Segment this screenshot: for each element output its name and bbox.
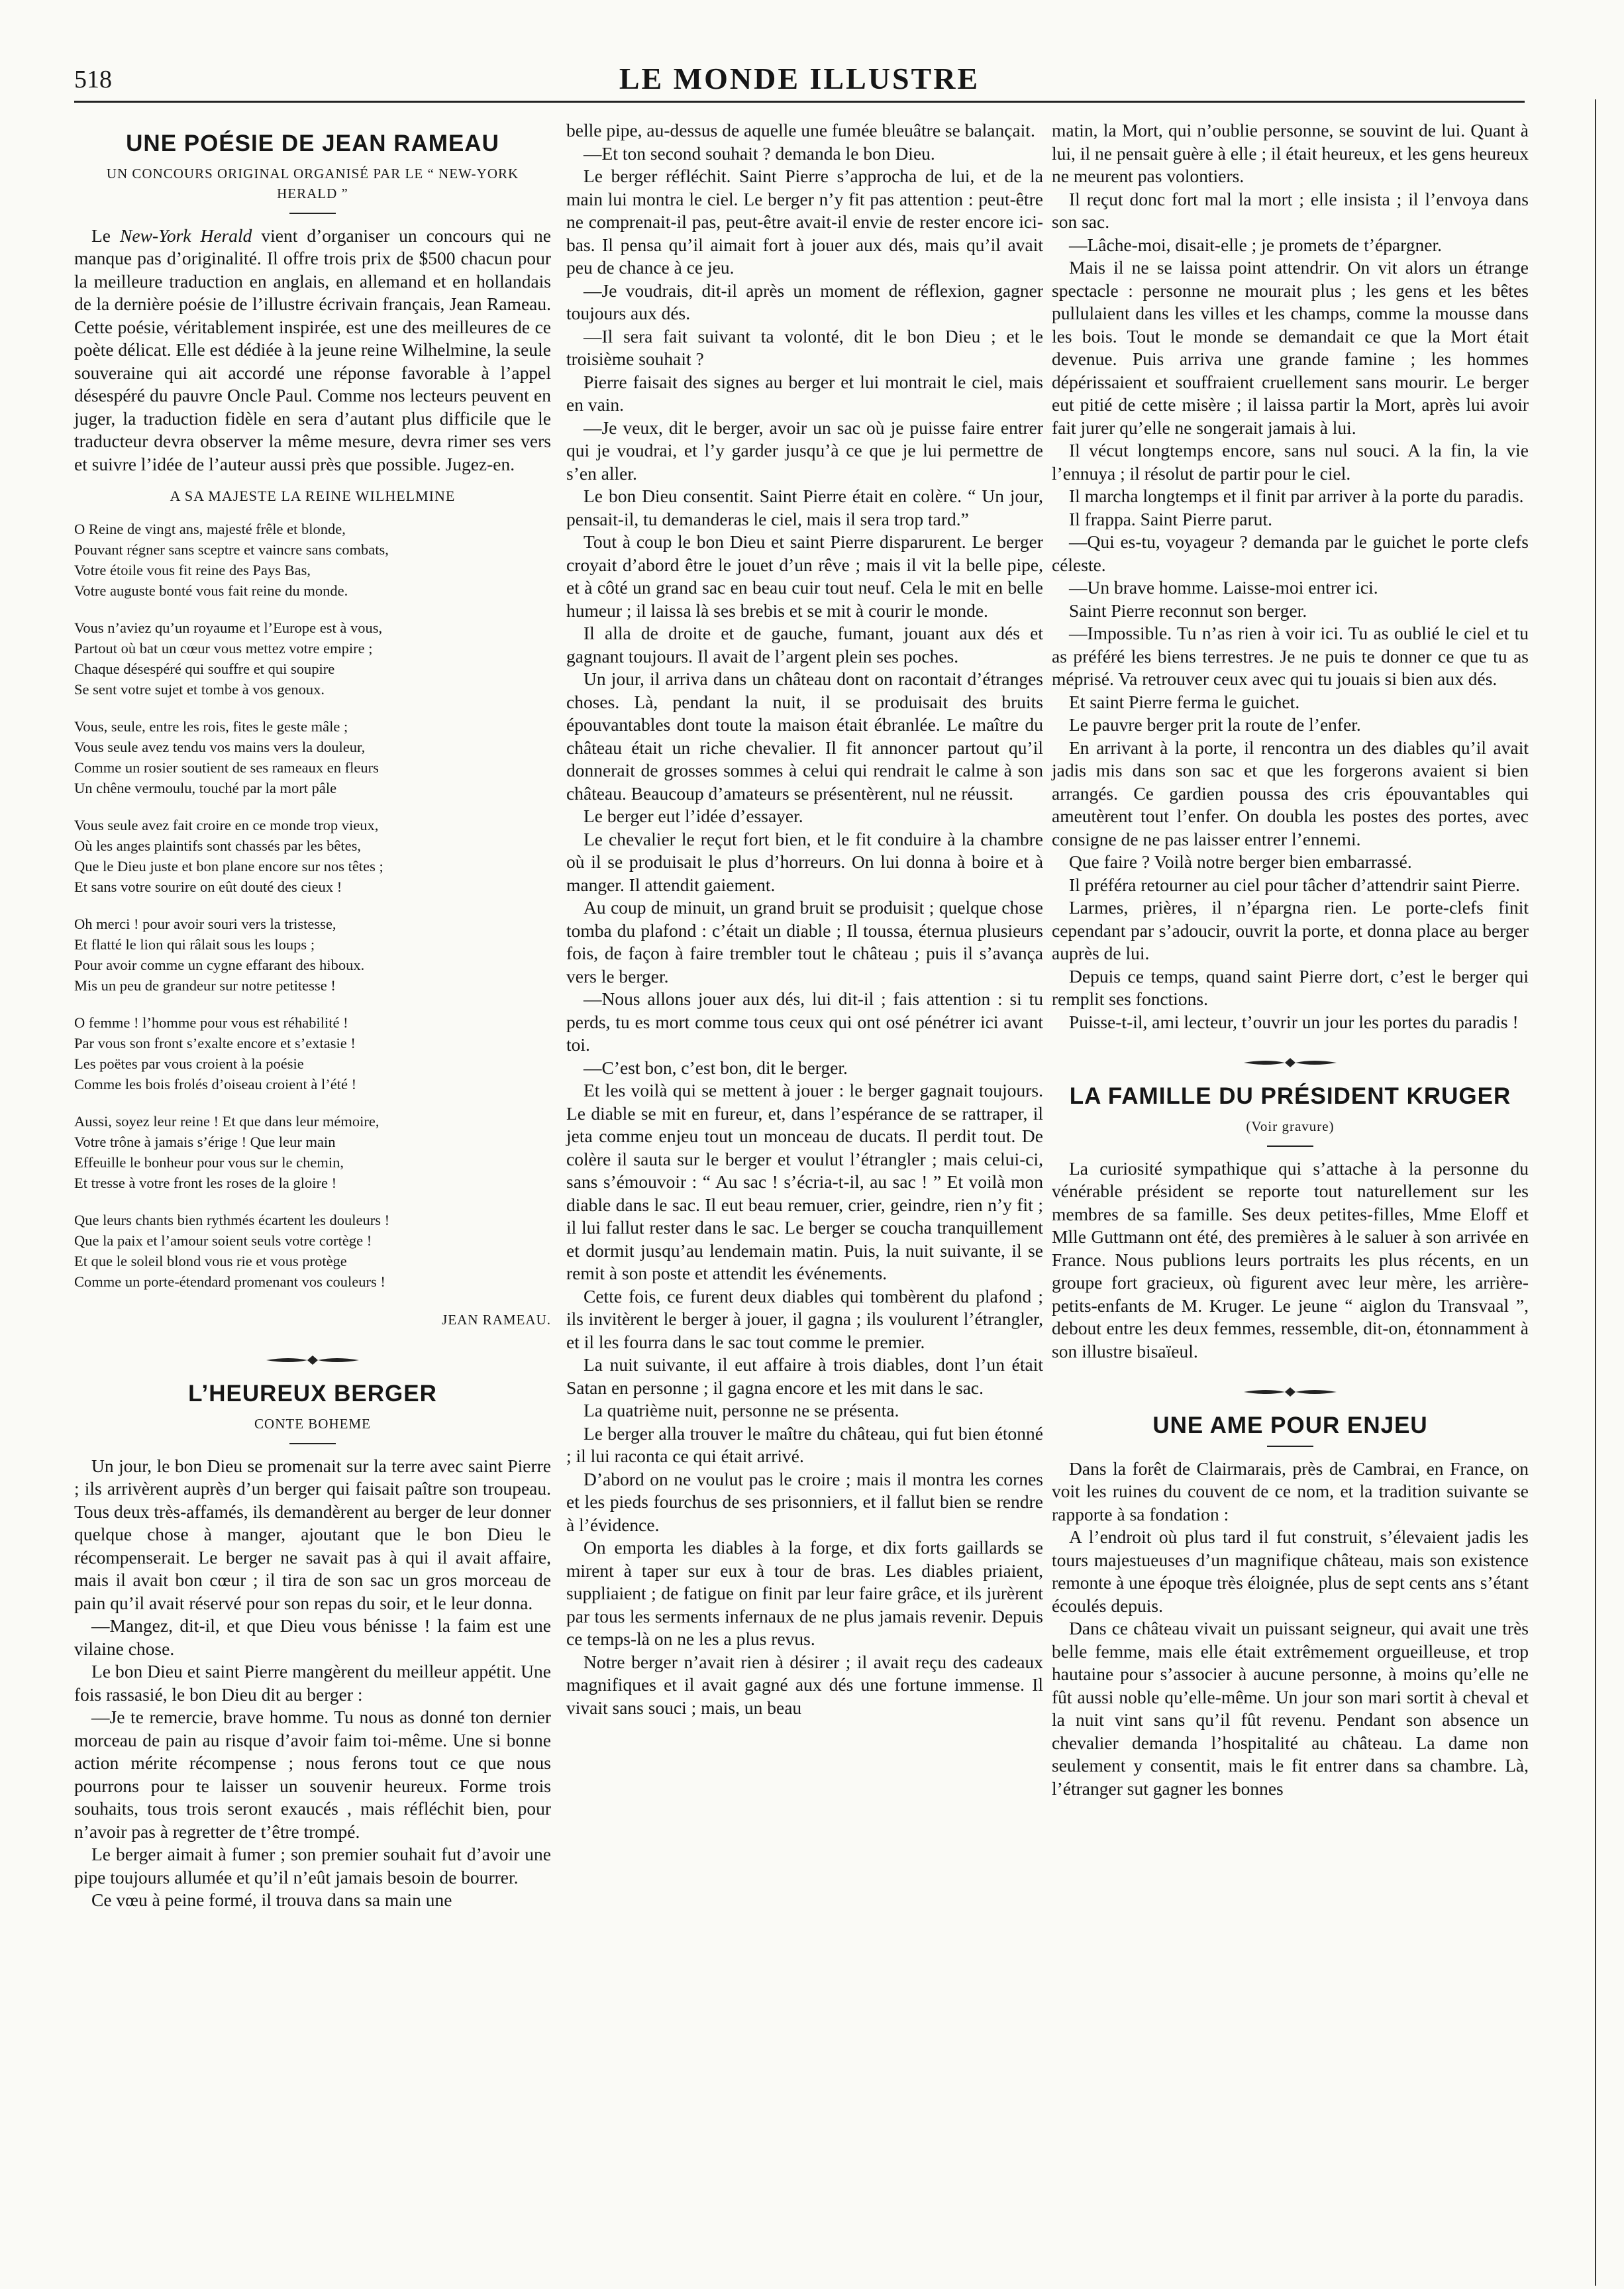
paragraph: Un jour, le bon Dieu se promenait sur la terre avec saint Pierre ; ils arrivèrent auprès d’un berger qui faisait paître son troupeau. Tous deux très-affamés, ils demandèrent au berger de leur donner quelque chose à manger, ajoutant que le bon Dieu le récompenserait. Le berger ne savait pas à qui il avait affaire, mais il avait bon cœur ; il tira de son sac un gros morceau de pain qu’il avait réservé pour son repas du soir, et le leur donna.: [74, 1455, 551, 1613]
paragraph: Il frappa. Saint Pierre parut.: [1069, 508, 1272, 529]
divider: [289, 213, 336, 214]
ornament-divider: [1052, 1387, 1529, 1397]
paragraph: La nuit suivante, il eut affaire à trois diables, dont l’un était Satan en personne ; il gagna encore et les mit dans le sac.: [566, 1354, 1043, 1398]
berger-text-col1: [74, 1455, 551, 1912]
poem-line: Mis un peu de grandeur sur notre petitesse !: [74, 977, 336, 994]
berger-text-col2: [566, 119, 1043, 1719]
berger-title: L’HEUREUX BERGER: [188, 1381, 437, 1407]
poem-line: Et sans votre sourire on eût douté des cieux !: [74, 878, 342, 895]
poem-stanza: [74, 1012, 551, 1094]
paragraph: Dans la forêt de Clairmarais, près de Cambrai, en France, on voit les ruines du couvent de ce nom, et la tradition suivante se rapporte à sa fondation :: [1052, 1458, 1529, 1524]
poem-line: Vous seule avez fait croire en ce monde trop vieux,: [74, 816, 379, 833]
paragraph: Saint Pierre reconnut son berger.: [1069, 600, 1307, 621]
paragraph: Il vécut longtemps encore, sans nul souci. A la fin, la vie l’ennuya ; il résolut de partir pour le ciel.: [1052, 440, 1529, 484]
poem-stanza: [74, 815, 551, 897]
paragraph: Le berger réfléchit. Saint Pierre s’approcha de lui, et de la main lui montra le ciel. Le berger n’y fit pas attention : peut-être ne comprenait-il pas, peut-être avait-il envie de rester encore ici-bas. Il pensa qu’il aimait fort à jouer aux dés, mais qu’il avait peu de chance à ce jeu.: [566, 166, 1043, 278]
berger-subtitle: CONTE BOHEME: [254, 1415, 371, 1432]
paragraph: —Mangez, dit-il, et que Dieu vous bénisse ! la faim est une vilaine chose.: [74, 1615, 551, 1659]
poem-line: Partout où bat un cœur vous mettez votre empire ;: [74, 639, 373, 657]
paragraph: —Je voudrais, dit-il après un moment de réflexion, gagner toujours aux dés.: [566, 280, 1043, 323]
paragraph: Pierre faisait des signes au berger et lui montrait le ciel, mais en vain.: [566, 371, 1043, 415]
poem-line: O Reine de vingt ans, majesté frêle et blonde,: [74, 520, 346, 537]
paragraph: —Et ton second souhait ? demanda le bon Dieu.: [584, 142, 935, 164]
paragraph: Il marcha longtemps et il finit par arriver à la porte du paradis.: [1069, 486, 1524, 506]
ornament-divider: [74, 1355, 551, 1365]
newspaper-name: New-York Herald: [120, 225, 252, 246]
poem-line: O femme ! l’homme pour vous est réhabilité !: [74, 1014, 348, 1031]
paragraph: Et les voilà qui se mettent à jouer : le berger gagnait toujours. Le diable se mit en fureur, et, dans l’espérance de se rattraper, il jeta comme enjeu tout un monceau de ducats. Il perdit tout. De colère il sauta sur le berger et voulut l’étrangler ; mais celui-ci, sans s’émouvoir : “ Au sac ! s’écria-t-il, au sac ! ” Et voilà mon diable dans le sac. Il eut beau remuer, crier, geindre, rien n’y fit ; il lui fallut rester dans le sac. Le berger se coucha tranquillement et dormit jusqu’au lendemain matin. Puis, la nuit suivante, il se remit à son poste et attendit les événements.: [566, 1080, 1043, 1283]
poesie-title: UNE POÉSIE DE JEAN RAMEAU: [126, 131, 499, 156]
divider: [1267, 1446, 1313, 1447]
paragraph: Il alla de droite et de gauche, fumant, jouant aux dés et gagnant toujours. Il avait de l’argent plein ses poches.: [566, 623, 1043, 666]
paragraph: matin, la Mort, qui n’oublie personne, se souvint de lui. Quant à lui, il ne pensait guère à elle ; il était heureux, et les gens heureux ne meurent pas volontiers.: [1052, 120, 1529, 186]
paragraph: Tout à coup le bon Dieu et saint Pierre disparurent. Le berger croyait d’abord être le jouet d’un rêve ; mais il vit la belle pipe, et à côté un grand sac en beau cuir tout neuf. Cela le mit en belle humeur ; il laissa là ses brebis et se mit à courir le monde.: [566, 531, 1043, 621]
poem-line: Votre étoile vous fit reine des Pays Bas,: [74, 561, 311, 578]
poem-line: Votre auguste bonté vous fait reine du monde.: [74, 582, 348, 599]
poem-stanza: [74, 519, 551, 601]
paragraph: Dans ce château vivait un puissant seigneur, qui avait une très belle femme, mais elle était extrêmement orgueilleuse, et trop hautaine pour s’associer à aucune personne, à moins qu’elle ne fût aussi noble qu’elle-même. Un jour son mari sortit à cheval et la nuit vint sans qu’il fût revenu. Pendant son absence un chevalier demanda l’hospitalité au château. La dame non seulement y consentit, mais le fit entrer dans sa chambre. Là, l’étranger sut gagner les bonnes: [1052, 1618, 1529, 1799]
paragraph: —Un brave homme. Laisse-moi entrer ici.: [1069, 577, 1378, 598]
poem-line: Où les anges plaintifs sont chassés par les bêtes,: [74, 837, 362, 854]
poem-stanza: [74, 617, 551, 700]
poem-title: A SA MAJESTE LA REINE WILHELMINE: [170, 488, 456, 504]
poesie-subtitle: UN CONCOURS ORIGINAL ORGANISÉ PAR LE “ NEW-YORK HERALD ”: [106, 165, 519, 201]
paragraph: Que faire ? Voilà notre berger bien embarrassé.: [1069, 851, 1412, 872]
poem-signature: JEAN RAMEAU.: [442, 1311, 551, 1328]
paragraph: Mais il ne se laissa point attendrir. On vit alors un étrange spectacle : personne ne mourait plus ; les gens et les bêtes pullulaient dans les villes et les champs, comme la mousse dans les bois. Tout le monde se demandait ce que la Mort était devenue. Puis arriva une grande famine ; les hommes dépérissaient et souffraient cruellement sans mourir. Le berger eut pitié de cette misère ; il laissa partir la Mort, après lui avoir fait jurer qu’elle ne songerait jamais à lui.: [1052, 257, 1529, 438]
paragraph: En arrivant à la porte, il rencontra un des diables qu’il avait jadis mis dans son sac et que les forgerons avaient si bien arrangés. Ce gardien poussa des cris épouvantables qui ameutèrent tout l’enfer. On doubla les postes des portes, avec consigne de ne pas laisser entrer l’ennemi.: [1052, 737, 1529, 849]
paragraph: Cette fois, ce furent deux diables qui tombèrent du plafond ; ils invitèrent le berger à jouer, il gagna ; ils voulurent l’étrangler, et il les fourra dans le sac tout comme le premier.: [566, 1285, 1043, 1352]
paragraph: Il préféra retourner au ciel pour tâcher d’attendrir saint Pierre.: [1069, 874, 1521, 895]
page-number: 518: [74, 66, 112, 93]
poem-line: Pour avoir comme un cygne effarant des hiboux.: [74, 956, 365, 973]
paragraph: Ce vœu à peine formé, il trouva dans sa main une: [91, 1890, 452, 1910]
poem-line: Et flatté le lion qui râlait sous les loups ;: [74, 935, 315, 953]
paragraph: Et saint Pierre ferma le guichet.: [1069, 691, 1300, 712]
paragraph: Le berger alla trouver le maître du château, qui fut bien étonné ; il lui raconta ce qui était arrivé.: [566, 1422, 1043, 1466]
paragraph: Larmes, prières, il n’épargna rien. Le porte-clefs finit cependant par s’adoucir, ouvrit la porte, et donna place au berger auprès de lui.: [1052, 897, 1529, 963]
paragraph: Il reçut donc fort mal la mort ; elle insista ; il l’envoya dans son sac.: [1052, 188, 1529, 232]
paragraph: Le pauvre berger prit la route de l’enfer.: [1069, 714, 1361, 735]
column-1: [74, 119, 551, 1912]
paragraph: Le berger aimait à fumer ; son premier souhait fut d’avoir une pipe toujours allumée et qu’il n’eût jamais besoin de bourrer.: [74, 1844, 551, 1888]
poem-line: Comme un porte-étendard promenant vos couleurs !: [74, 1273, 385, 1290]
paragraph: —C’est bon, c’est bon, dit le berger.: [584, 1057, 848, 1078]
paragraph: Le bon Dieu consentit. Saint Pierre était en colère. “ Un jour, pensait-il, tu demanderas le ciel, mais il sera trop tard.”: [566, 486, 1043, 529]
paragraph: Un jour, il arriva dans un château dont on racontait d’étranges choses. Là, pendant la nuit, il se produisait des bruits épouvantables dont toute la maison était ébranlée. Le maître du château était un riche chevalier. Il fit annoncer partout qu’il donnerait de grosses sommes à celui qui rendrait le calme à son château. Beaucoup d’amateurs se présentèrent, nul ne réussit.: [566, 668, 1043, 804]
poem-line: Oh merci ! pour avoir souri vers la tristesse,: [74, 915, 336, 932]
poem-line: Pouvant régner sans sceptre et vaincre sans combats,: [74, 541, 389, 558]
poem-line: Comme un rosier soutient de ses rameaux en fleurs: [74, 759, 379, 776]
kruger-text: [1052, 1157, 1529, 1363]
paragraph: —Lâche-moi, disait-elle ; je promets de t’épargner.: [1069, 234, 1443, 255]
poem-line: Les poëtes par vous croient à la poésie: [74, 1055, 304, 1072]
poem-line: Vous, seule, entre les rois, fites le geste mâle ;: [74, 718, 348, 735]
ame-text: [1052, 1458, 1529, 1801]
kruger-subtitle: (Voir gravure): [1246, 1118, 1335, 1134]
poem-line: Comme les bois frolés d’oiseau croient à l’été !: [74, 1075, 357, 1092]
paragraph: —Impossible. Tu n’as rien à voir ici. Tu as oublié le ciel et tu as préféré les biens terrestres. Je ne puis te donner ce que tu as méprisé. Va retrouver ceux avec qui tu jouais si bien aux dés.: [1052, 623, 1529, 689]
paragraph: Le bon Dieu et saint Pierre mangèrent du meilleur appétit. Une fois rassasié, le bon Dieu dit au berger :: [74, 1661, 551, 1705]
poem-line: Que le Dieu juste et bon plane encore sur nos têtes ;: [74, 857, 383, 875]
poem-stanza: [74, 716, 551, 798]
poem-line: Aussi, soyez leur reine ! Et que dans leur mémoire,: [74, 1112, 380, 1130]
paragraph: belle pipe, au-dessus de aquelle une fumée bleuâtre se balançait.: [566, 120, 1035, 140]
poem-line: Votre trône à jamais s’érige ! Que leur main: [74, 1133, 336, 1150]
paragraph: —Il sera fait suivant ta volonté, dit le bon Dieu ; et le troisième souhait ?: [566, 325, 1043, 369]
kruger-title: LA FAMILLE DU PRÉSIDENT KRUGER: [1069, 1083, 1511, 1109]
poem-line: Un chêne vermoulu, touché par la mort pâle: [74, 779, 337, 796]
masthead: [74, 61, 1525, 101]
ame-title: UNE AME POUR ENJEU: [1152, 1412, 1428, 1438]
page-edge-rule: [1595, 99, 1596, 2286]
berger-text-col3: [1052, 119, 1529, 1034]
poem-line: Vous n’aviez qu’un royaume et l’Europe est à vous,: [74, 619, 383, 636]
poem-line: Que leurs chants bien rythmés écartent les douleurs !: [74, 1211, 390, 1228]
divider: [289, 1443, 336, 1444]
poem-line: Chaque désespéré qui souffre et qui soupire: [74, 660, 335, 677]
paragraph: —Je veux, dit le berger, avoir un sac où je puisse faire entrer qui je voudrai, et l’y garder jusqu’à ce que je lui permettre de s’en aller.: [566, 417, 1043, 484]
poem-stanza: [74, 1210, 551, 1292]
poem-line: Et que le soleil blond vous rie et vous protège: [74, 1252, 347, 1269]
ornament-divider: [1052, 1057, 1529, 1068]
poesie-intro: Le New-York Herald vient d’organiser un concours qui ne manque pas d’originalité. Il offre trois prix de $500 chacun pour la meilleure traduction en anglais, en allemand et en hollandais de la dernière poésie de l’illustre écrivain français, Jean Rameau. Cette poésie, véritablement inspirée, est une des meilleures de ce poète délicat. Elle est dédiée à la jeune reine Wilhelmine, la seule souveraine qui ait accordé une réponse favorable à l’appel désespéré du pauvre Oncle Paul. Comme nos lecteurs peuvent en juger, la traduction fidèle en sera d’autant plus difficile que le traducteur devra observer la même mesure, devra rimer ses vers et suivre l’idée de l’auteur aussi près que possible. Jugez-en.: [74, 225, 551, 474]
paragraph: On emporta les diables à la forge, et dix forts gaillards se mirent à taper sur eux à tour de bras. Les diables priaient, suppliaient ; de fatigue on finit par leur faire grâce, et ils jurèrent par tous les serments infernaux de ne plus jamais revenir. Depuis ce temps-là on ne les a plus revus.: [566, 1537, 1043, 1649]
paragraph: La quatrième nuit, personne ne se présenta.: [584, 1400, 899, 1420]
column-2: [566, 119, 1043, 1719]
poem-stanza: [74, 1111, 551, 1193]
paragraph: Le chevalier le reçut fort bien, et le fit conduire à la chambre où il se produisait le plus d’horreurs. On lui donna à boire et à manger. Il attendit gaiement.: [566, 828, 1043, 895]
poem: [74, 519, 551, 1292]
poem-line: Se sent votre sujet et tombe à vos genoux.: [74, 680, 325, 698]
paragraph: Le berger eut l’idée d’essayer.: [584, 806, 803, 826]
poem-line: Effeuille le bonheur pour vous sur le chemin,: [74, 1153, 344, 1171]
poem-stanza: [74, 914, 551, 996]
paragraph: La curiosité sympathique qui s’attache à la personne du vénérable président se reporte tout naturellement sur les membres de sa famille. Ses deux petites-filles, Mme Eloff et Mlle Guttmann ont été, des premières à le saluer à son arrivée en France. Nous publions leurs portraits les plus récents, en un groupe fort gracieux, où figurent avec leur mère, les arrière-petits-enfants de M. Kruger. Le jeune “ aiglon du Transvaal ”, debout entre les deux femmes, ressemble, dit-on, étonnamment à son illustre bisaïeul.: [1052, 1157, 1529, 1361]
paragraph: D’abord on ne voulut pas le croire ; mais il montra les cornes et les pieds fourchus de ses prisonniers, et il fallut bien se rendre à l’évidence.: [566, 1468, 1043, 1535]
column-3: [1052, 119, 1529, 1800]
paragraph: A l’endroit où plus tard il fut construit, s’élevaient jadis les tours majestueuses d’un magnifique château, mais son existence remonte à une époque très éloignée, plus de sept cents ans s’étant écoulés depuis.: [1052, 1526, 1529, 1616]
paragraph: —Je te remercie, brave homme. Tu nous as donné ton dernier morceau de pain au risque d’avoir faim toi-même. Une si bonne action mérite récompense ; nous ferons tout ce que nous pourrons pour te laisser un souvenir heureux. Forme trois souhaits, tous trois seront exaucés , mais réfléchit bien, pour n’avoir pas à regretter de t’être trompé.: [74, 1707, 551, 1842]
paragraph: —Nous allons jouer aux dés, lui dit-il ; fais attention : si tu perds, tu es mort comme tous ceux qui ont osé pénétrer ici avant toi.: [566, 988, 1043, 1055]
paragraph: Depuis ce temps, quand saint Pierre dort, c’est le berger qui remplit ses fonctions.: [1052, 965, 1529, 1009]
paragraph: Puisse-t-il, ami lecteur, t’ouvrir un jour les portes du paradis !: [1069, 1011, 1519, 1032]
paragraph: Au coup de minuit, un grand bruit se produisit ; quelque chose tomba du plafond : c’était un diable ; Il toussa, éternua plusieurs fois, de façon à faire trembler tout le château ; puis il s’avança vers le berger.: [566, 897, 1043, 986]
paragraph: Notre berger n’avait rien à désirer ; il avait reçu des cadeaux magnifiques et il avait gagné aux dés une fortune immense. Il vivait sans souci ; mais, un beau: [566, 1651, 1043, 1718]
divider: [1267, 1145, 1313, 1147]
poem-line: Par vous son front s’exalte encore et s’extasie !: [74, 1034, 356, 1051]
journal-title: LE MONDE ILLUSTRE: [619, 62, 980, 95]
poem-line: Vous seule avez tendu vos mains vers la douleur,: [74, 738, 366, 755]
masthead-rule: [74, 101, 1525, 103]
poem-line: Et tresse à votre front les roses de la gloire !: [74, 1174, 337, 1191]
poem-line: Que la paix et l’amour soient seuls votre cortège !: [74, 1232, 372, 1249]
paragraph: —Qui es-tu, voyageur ? demanda par le guichet le porte clefs céleste.: [1052, 531, 1529, 575]
